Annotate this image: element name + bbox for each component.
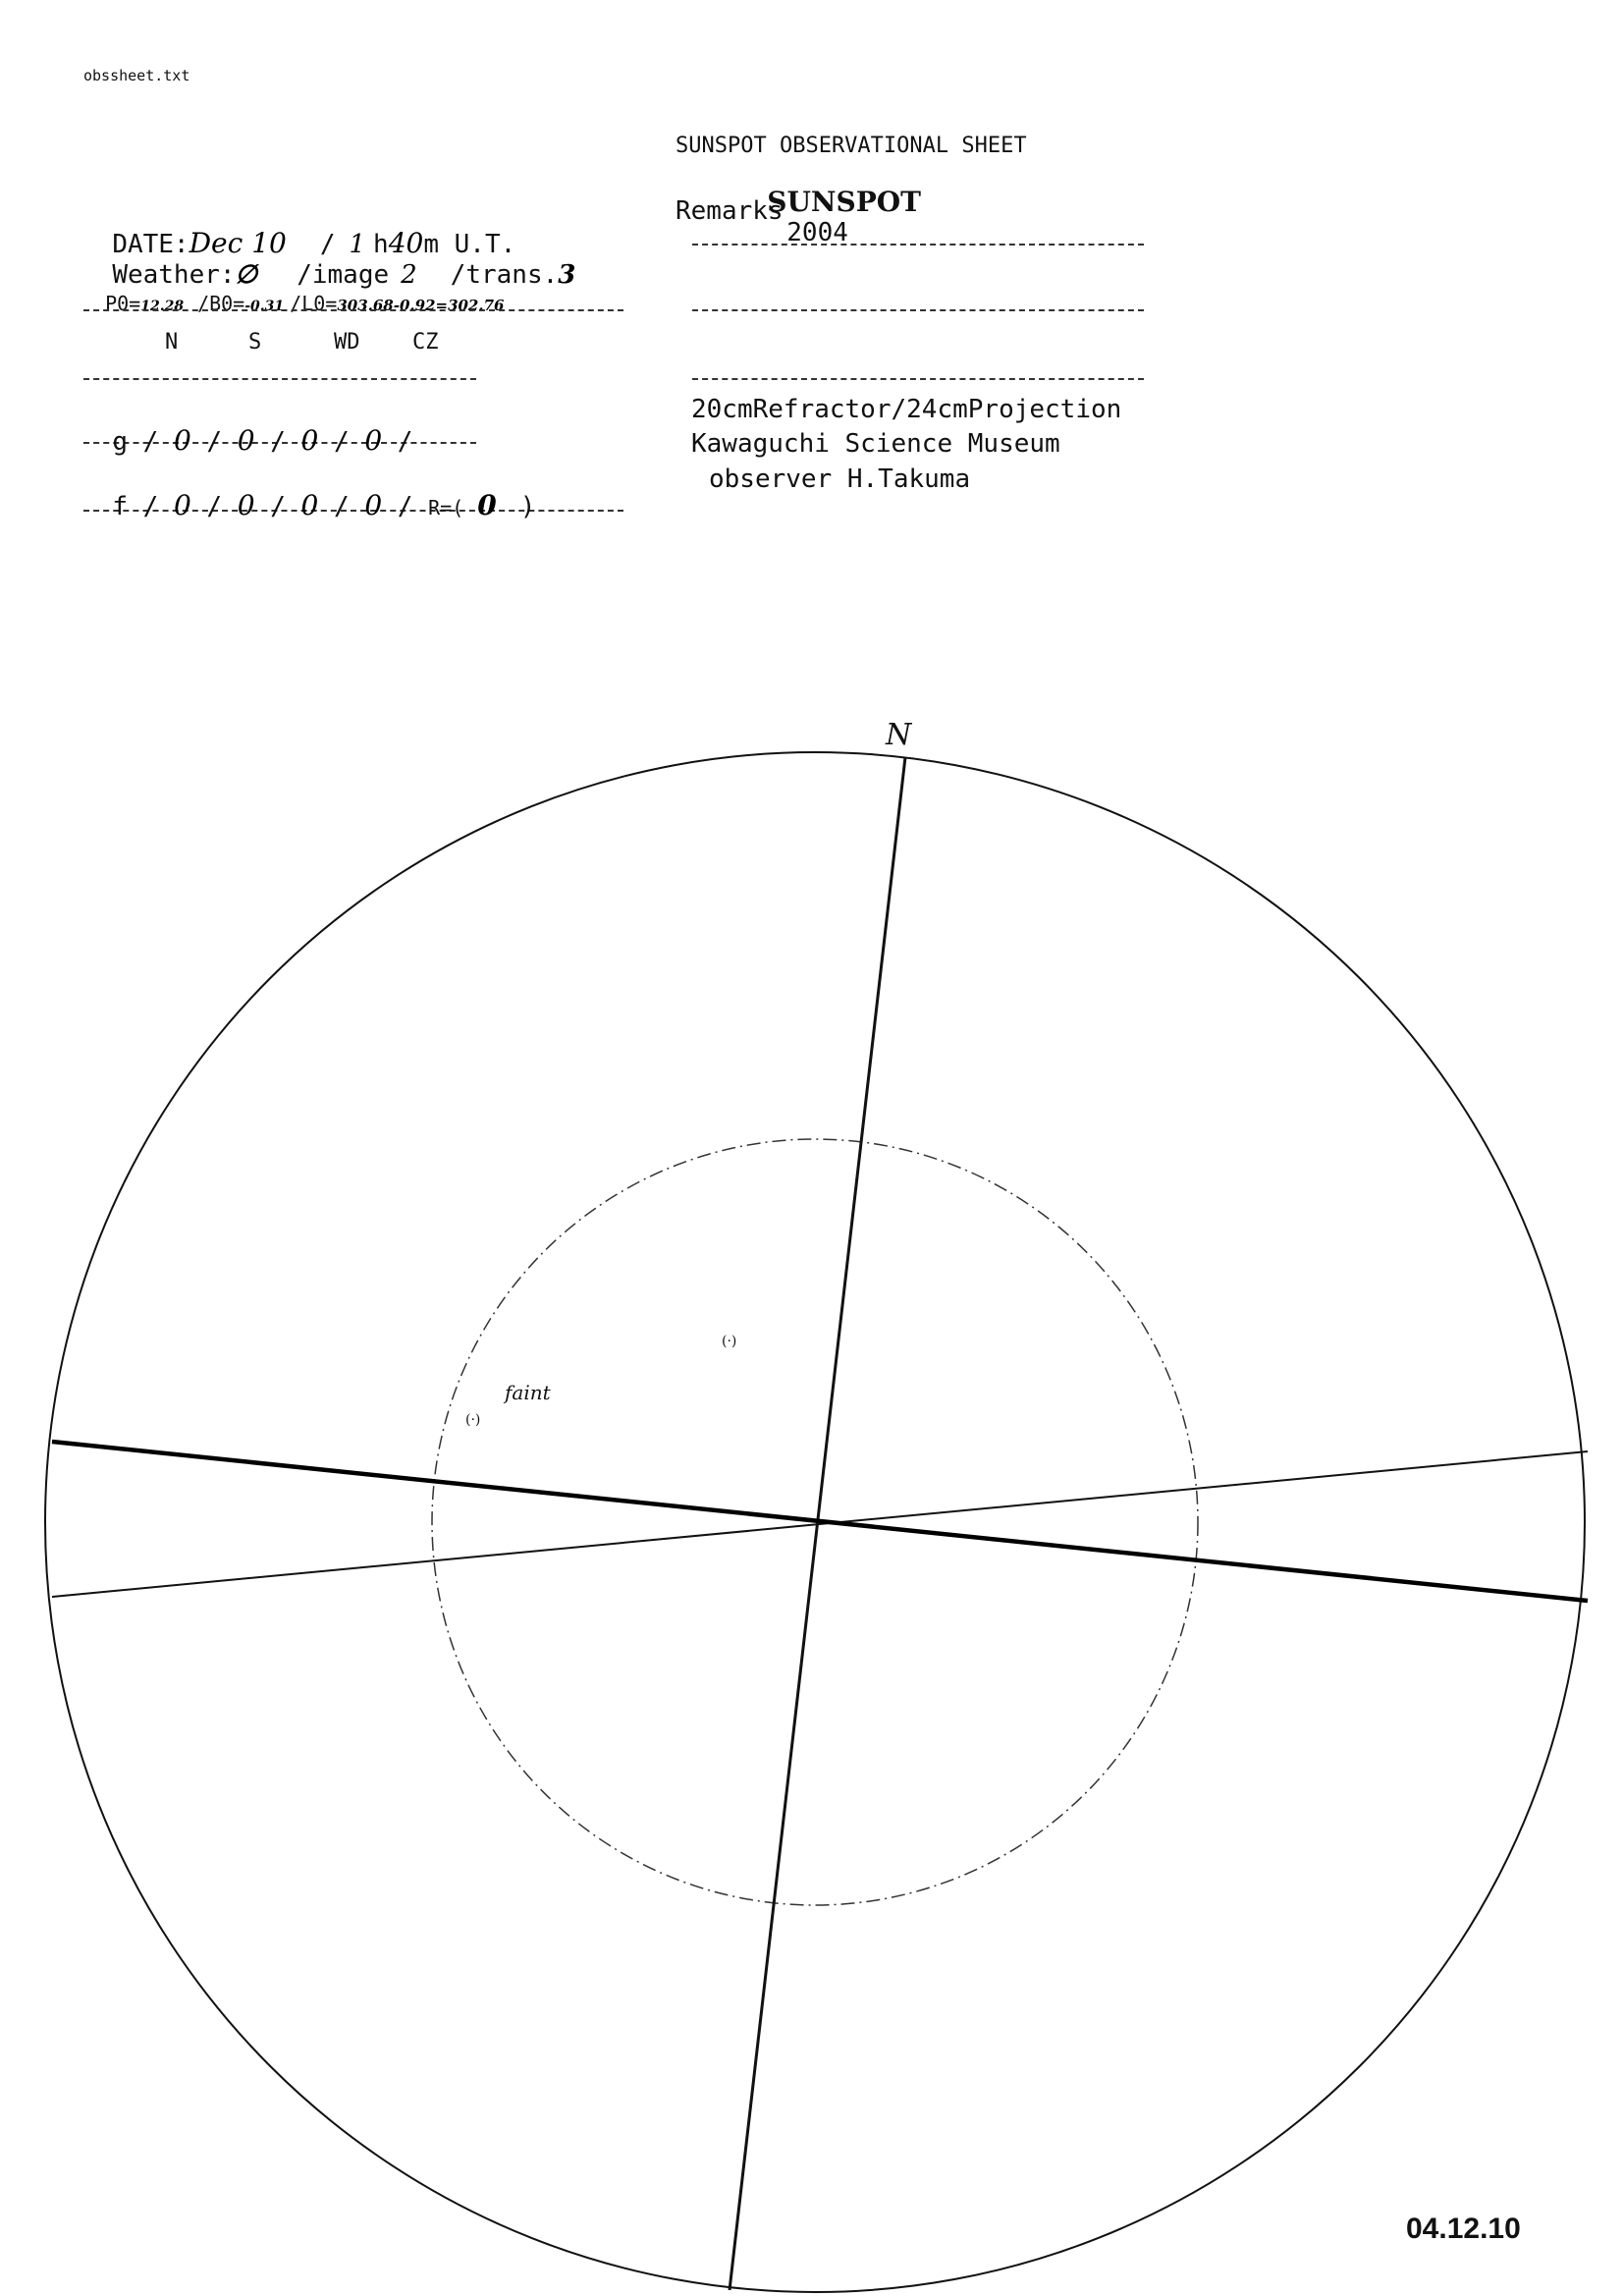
row-f-wd: 0: [300, 489, 319, 521]
minute-unit: m U.T.: [423, 230, 516, 259]
row-f-cz: 0: [364, 489, 383, 521]
col-s: S: [248, 330, 262, 355]
row-g-label: g: [112, 427, 128, 457]
date-sep: /: [319, 230, 336, 259]
row-f-r-label: R=(: [428, 496, 464, 519]
image-value: 2: [401, 260, 417, 290]
col-wd: WD: [334, 330, 360, 355]
l0-value: 303.68-0.92=302.76: [337, 297, 505, 314]
l0-label: /L0=: [290, 292, 338, 315]
row-f: f / 0 / 0 / 0 / 0 / R=( 0 ): [112, 489, 536, 521]
p0-label: P0=: [105, 292, 141, 315]
row-f-r-value: 0: [477, 489, 497, 521]
date-value: Dec 10: [189, 227, 287, 259]
sheet-title: SUNSPOT OBSERVATIONAL SHEET: [676, 134, 1027, 158]
row-f-n: 0: [173, 489, 191, 521]
telescope-info: 20cmRefractor/24cmProjection: [691, 395, 1122, 424]
subtitle-sunspot: SUNSPOT: [767, 186, 921, 218]
row-f-s: 0: [237, 489, 255, 521]
observer-info: observer H.Takuma: [709, 465, 971, 494]
row-f-r-close: ): [519, 492, 536, 521]
minute-value: 40: [388, 227, 424, 259]
date-label: DATE:: [112, 230, 189, 259]
row-g-s: 0: [237, 424, 255, 457]
spot-mark-1: [722, 1334, 736, 1349]
image-label: /image: [297, 260, 390, 290]
weather-value: ∅: [235, 260, 258, 290]
col-n: N: [165, 330, 179, 355]
spot-mark-1-text: (·): [722, 1334, 737, 1349]
file-name: obssheet.txt: [83, 67, 190, 84]
trans-label: /trans.: [450, 260, 559, 290]
col-cz: CZ: [412, 330, 439, 355]
row-g-cz: 0: [364, 424, 383, 457]
p0-value: 12.28: [140, 299, 185, 314]
spot-mark-2: [465, 1412, 480, 1428]
north-label: N: [886, 718, 912, 752]
b0-label: /B0=: [197, 292, 245, 315]
row-g: g / 0 / 0 / 0 / 0 /: [112, 424, 413, 457]
row-g-n: 0: [173, 424, 191, 457]
subtitle-year: 2004: [786, 218, 848, 247]
row-f-label: f: [112, 492, 128, 521]
remarks-label: Remarks: [676, 196, 784, 226]
spot-mark-2-text: (·): [465, 1412, 481, 1428]
weather-label: Weather:: [112, 260, 236, 290]
date-stamp: 04.12.10: [1406, 2213, 1521, 2245]
hour-value: 1: [349, 230, 366, 259]
b0-value: -0.31: [244, 299, 285, 314]
faint-annotation: faint: [505, 1381, 551, 1404]
row-g-wd: 0: [300, 424, 319, 457]
equator-line: [52, 1442, 1588, 1601]
museum-info: Kawaguchi Science Museum: [691, 429, 1060, 459]
trans-value: 3: [558, 260, 576, 290]
hour-unit: h: [373, 230, 389, 259]
